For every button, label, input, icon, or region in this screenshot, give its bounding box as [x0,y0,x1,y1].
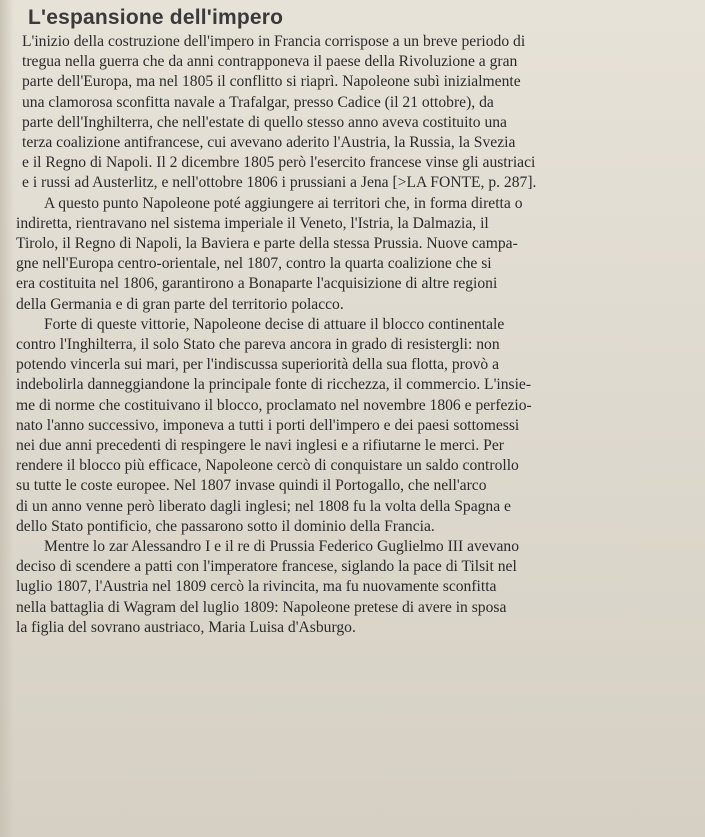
text-line: deciso di scendere a patti con l'imperatore francese, siglando la pace di Tilsit nel [16,558,517,576]
section-title: L'espansione dell'impero [28,6,284,29]
paragraph-2 [16,194,687,315]
text-line: indiretta, rientravano nel sistema imperiale il Veneto, l'Istria, la Dalmazia, il [16,214,489,232]
text-line: terza coalizione antifrancese, cui avevano aderito l'Austria, la Russia, la Svezia [22,134,516,152]
text-line: parte dell'Inghilterra, che nell'estate di quello stesso anno aveva costituito una [22,113,507,131]
text-line: parte dell'Europa, ma nel 1805 il conflitto si riaprì. Napoleone subì inizialmente [22,73,521,91]
text-line: la figlia del sovrano austriaco, Maria Luisa d'Asburgo. [16,618,356,636]
text-line: nei due anni precedenti di respingere le navi inglesi e a rifiutarne le merci. Per [16,437,504,455]
text-line: e i russi ad Austerlitz, e nell'ottobre 1806 i prussiani a Jena [>LA FONTE, p. 287]. [22,174,537,192]
text-line: L'inizio della costruzione dell'impero in Francia corrispose a un breve periodo di [22,33,526,50]
text-line: nato l'anno successivo, imponeva a tutti i porti dell'impero e dei paesi sottomessi [16,416,520,434]
text-line: Tirolo, il Regno di Napoli, la Baviera e parte della stessa Prussia. Nuove campa- [16,235,518,253]
text-line: rendere il blocco più efficace, Napoleone cercò di conquistare un saldo controllo [16,457,519,475]
text-line: della Germania e di gran parte del territorio polacco. [16,295,344,313]
text-line: tregua nella guerra che da anni contrapponeva il paese della Rivoluzione a gran [22,53,518,71]
text-line: nella battaglia di Wagram del luglio 1809: Napoleone pretese di avere in sposa [16,598,507,616]
text-line: luglio 1807, l'Austria nel 1809 cercò la rivincita, ma fu nuovamente sconfitta [16,578,497,596]
text-line: gne nell'Europa centro-orientale, nel 1807, contro la quarta coalizione che si [16,255,492,273]
text-line: su tutte le coste europee. Nel 1807 invase quindi il Portogallo, che nell'arco [16,477,487,495]
text-line: una clamorosa sconfitta navale a Trafalgar, presso Cadice (il 21 ottobre), da [22,93,494,111]
text-line: contro l'Inghilterra, il solo Stato che pareva ancora in grado di resistergli: non [16,336,500,354]
text-line: era costituita nel 1806, garantirono a Bonaparte l'acquisizione di altre regioni [16,275,498,293]
text-line: A questo punto Napoleone poté aggiungere ai territori che, in forma diretta o [44,194,523,212]
paragraph-3 [16,315,687,537]
text-line: e il Regno di Napoli. Il 2 dicembre 1805 però l'esercito francese vinse gli austriaci [22,154,536,172]
text-line: Mentre lo zar Alessandro I e il re di Prussia Federico Guglielmo III avevano [44,538,520,556]
paragraph-1 [22,32,687,194]
text-line: di un anno venne però liberato dagli inglesi; nel 1808 fu la volta della Spagna e [16,497,511,515]
text-line: indebolirla danneggiandone la principale fonte di ricchezza, il commercio. L'insie- [16,376,532,394]
text-line: dello Stato pontificio, che passarono sotto il dominio della Francia. [16,517,435,535]
body-text [16,32,687,638]
paragraph-4 [16,537,687,638]
text-line: Forte di queste vittorie, Napoleone decise di attuare il blocco continentale [44,315,505,333]
text-line: potendo vincerla sui mari, per l'indiscussa superiorità della sua flotta, provò a [16,356,500,374]
text-line: me di norme che costituivano il blocco, proclamato nel novembre 1806 e perfezio- [16,396,532,414]
